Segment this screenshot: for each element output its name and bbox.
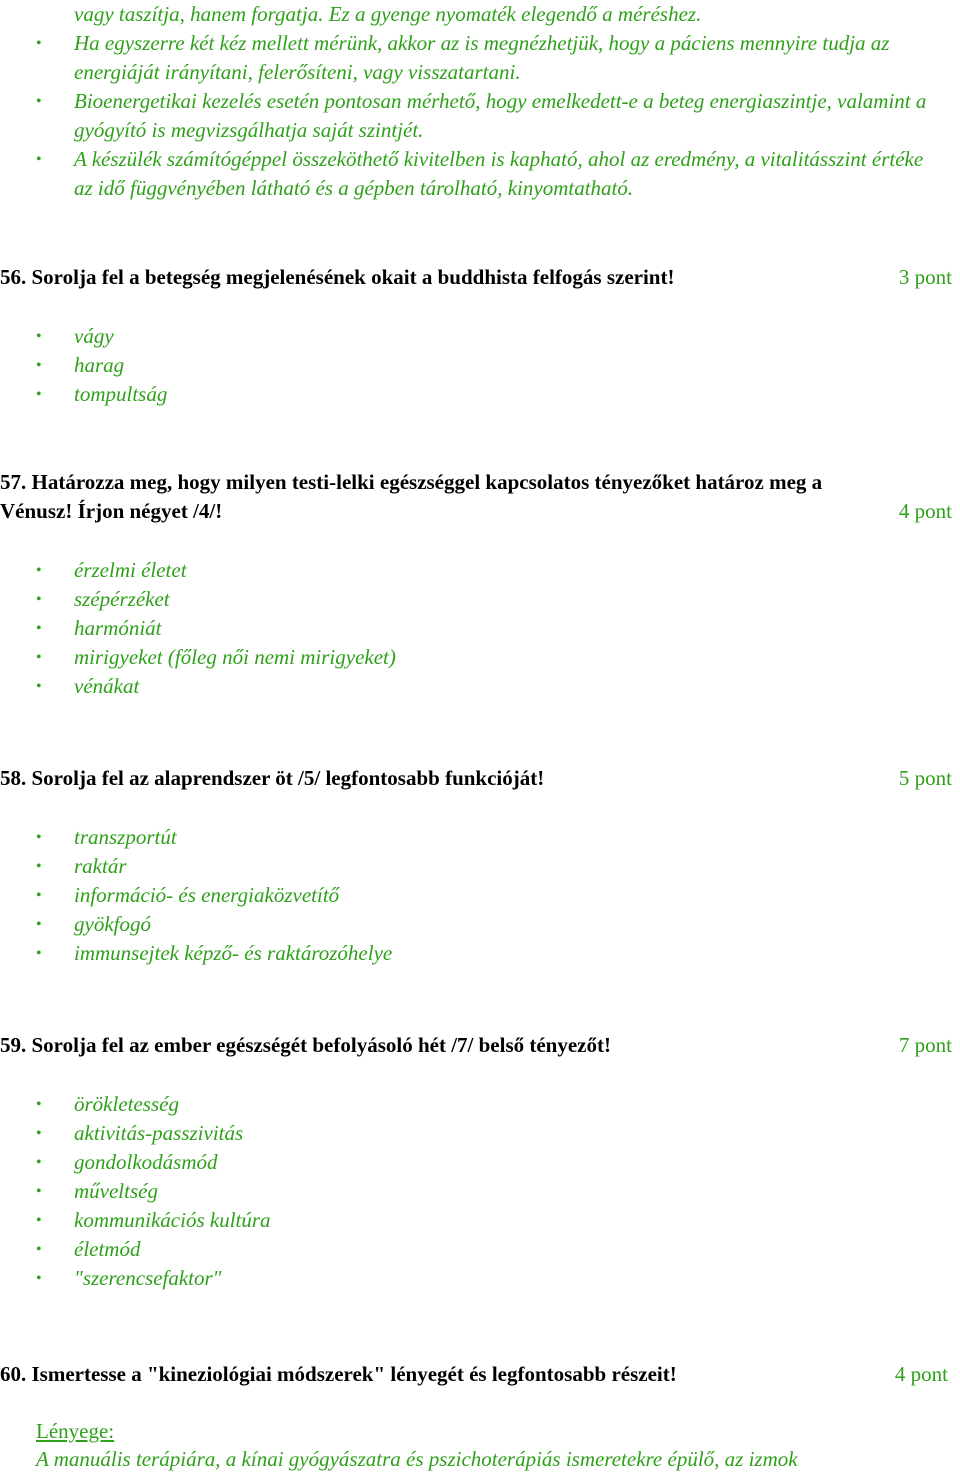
bullet-icon: • [36,945,42,962]
bullet-icon: • [36,1212,42,1229]
list-item: • gondolkodásmód [0,1148,940,1177]
intro-item-1: vagy taszítja, hanem forgatja. Ez a gyenge nyomaték elegendő a méréshez. [74,2,702,26]
question-56-answers [0,322,940,409]
list-item: • gyökfogó [0,910,940,939]
list-item: • harmóniát [0,614,940,643]
list-item [0,87,940,145]
intro-answer-list [0,0,940,203]
list-item: • transzportút [0,823,940,852]
bullet-icon: • [36,1125,42,1142]
bullet-icon: • [36,357,42,374]
list-item: • aktivitás-passzivitás [0,1119,940,1148]
question-59-text: 59. Sorolja fel az ember egészségét befolyásoló hét /7/ belső tényezőt! [0,1033,611,1057]
bullet-icon: • [36,386,42,403]
question-58 [0,764,952,793]
bullet-icon: • [36,620,42,637]
bullet-icon: • [36,35,42,52]
intro-item-4: A készülék számítógéppel összeköthető kivitelben is kapható, ahol az eredmény, a vitalitásszint értéke az idő függvényében látható és a gépben tárolható, kinyomtatható. [74,147,924,200]
bullet-icon: • [36,678,42,695]
question-56-text: 56. Sorolja fel a betegség megjelenésének okait a buddhista felfogás szerint! [0,265,675,289]
bullet-icon: • [36,1183,42,1200]
intro-item-3: Bioenergetikai kezelés esetén pontosan mérhető, hogy emelkedett-e a beteg energiaszintje, valamint a gyógyító is megvizsgálhatja saját szintjét. [74,89,927,142]
list-item [0,145,940,203]
question-57 [0,468,952,526]
answer-subheading: Lényege: [36,1419,115,1443]
list-item: • tompultság [0,380,940,409]
question-57-answers [0,556,940,701]
question-58-answers [0,823,940,968]
list-item: • életmód [0,1235,940,1264]
list-item: • vágy [0,322,940,351]
list-item [0,0,940,29]
question-60-points: 4 pont [894,1362,948,1386]
question-60 [0,1360,948,1389]
bullet-icon: • [36,1154,42,1171]
list-item: • "szerencsefaktor" [0,1264,940,1293]
list-item: • érzelmi életet [0,556,940,585]
bullet-icon: • [36,1241,42,1258]
bullet-icon: • [36,887,42,904]
bullet-icon: • [36,1096,42,1113]
list-item [0,29,940,87]
list-item: • szépérzéket [0,585,940,614]
list-item: • harag [0,351,940,380]
list-item: • kommunikációs kultúra [0,1206,940,1235]
question-57-text: 57. Határozza meg, hogy milyen testi-lelki egészséggel kapcsolatos tényezőket határoz meg a Vénusz! Írjon négyet /4/! [0,470,823,523]
list-item: • mirigyeket (főleg női nemi mirigyeket) [0,643,940,672]
intro-item-2: Ha egyszerre két kéz mellett mérünk, akkor az is megnézhetjük, hogy a páciens mennyire tudja az energiáját irányítani, felerősíteni, vagy visszatartani. [74,31,890,84]
list-item: • raktár [0,852,940,881]
bullet-icon: • [36,562,42,579]
bullet-icon: • [36,93,42,110]
bullet-icon: • [36,829,42,846]
question-58-points: 5 pont [898,766,952,790]
list-item: • örökletesség [0,1090,940,1119]
question-59 [0,1031,952,1060]
bullet-icon: • [36,1270,42,1287]
question-59-points: 7 pont [898,1033,952,1057]
question-56 [0,263,952,292]
bullet-icon: • [36,591,42,608]
answer-body-text: A manuális terápiára, a kínai gyógyászatra és pszichoterápiás ismeretekre épülő, az izmok [36,1447,798,1471]
list-item: • immunsejtek képző- és raktározóhelye [0,939,940,968]
question-56-points: 3 pont [898,265,952,289]
bullet-icon: • [36,916,42,933]
question-60-text: 60. Ismertesse a "kineziológiai módszerek" lényegét és legfontosabb részeit! [0,1362,677,1386]
bullet-icon: • [36,328,42,345]
list-item: • műveltség [0,1177,940,1206]
list-item: • vénákat [0,672,940,701]
question-57-points: 4 pont [898,499,952,523]
bullet-icon: • [36,649,42,666]
question-58-text: 58. Sorolja fel az alaprendszer öt /5/ legfontosabb funkcióját! [0,766,545,790]
question-59-answers [0,1090,940,1293]
list-item: • információ- és energiaközvetítő [0,881,940,910]
bullet-icon: • [36,151,42,168]
bullet-icon: • [36,858,42,875]
